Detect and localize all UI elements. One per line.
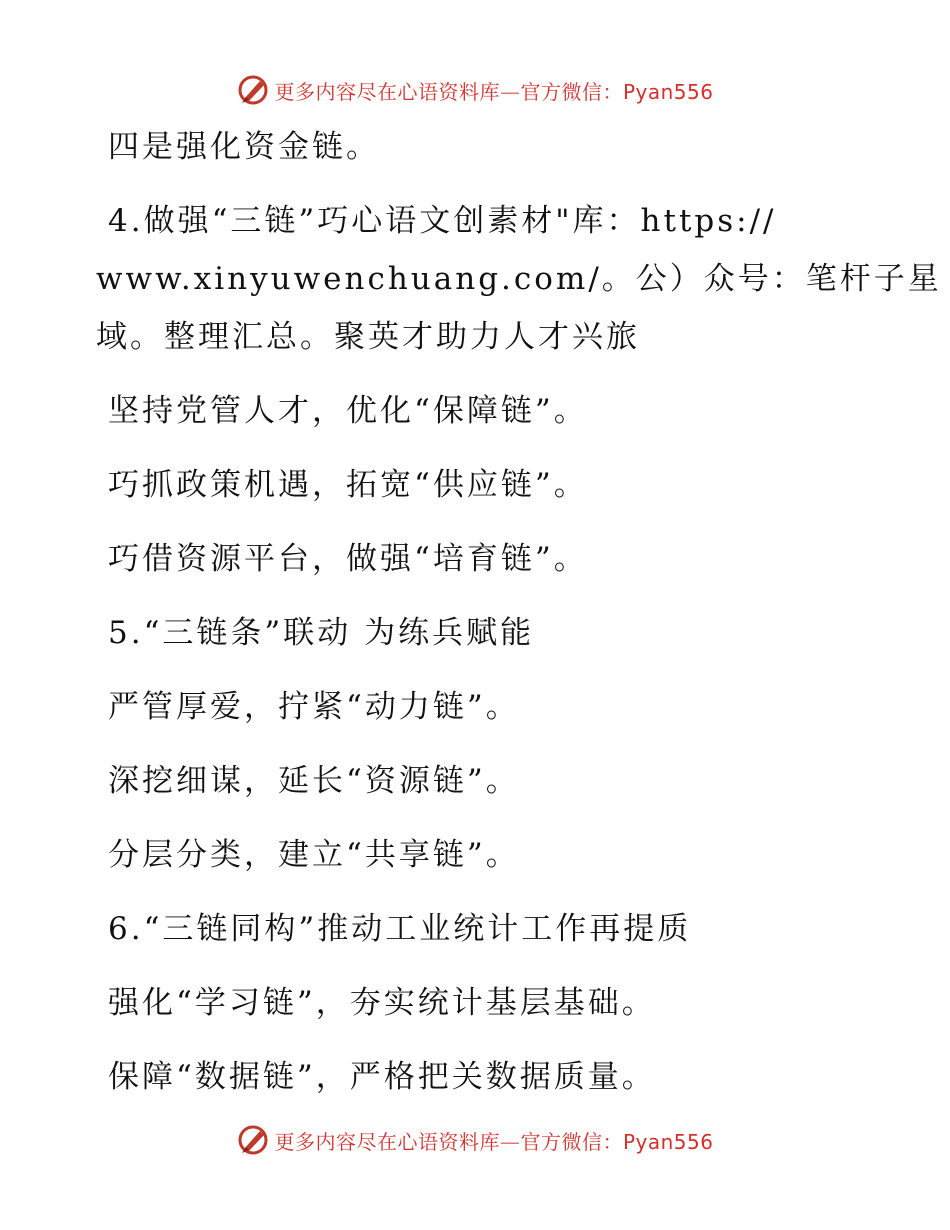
text-line: 4.做强“三链”巧心语文创素材"库：https:// <box>108 203 777 239</box>
footer-watermark-text: 更多内容尽在心语资料库—官方微信：Pyan556 <box>274 1129 714 1154</box>
text-line: 域。整理汇总。聚英才助力人才兴旅 <box>96 319 640 355</box>
text-line: www.xinyuwenchuang.com/。公）众号：笔杆子星 <box>96 261 942 297</box>
text-line: 深挖细谋，延长“资源链”。 <box>108 763 520 799</box>
text-line: 6.“三链同构”推动工业统计工作再提质 <box>108 911 692 947</box>
footer-watermark <box>0 1120 950 1160</box>
text-line: 巧借资源平台，做强“培育链”。 <box>108 541 588 577</box>
text-line: 巧抓政策机遇，拓宽“供应链”。 <box>108 467 588 503</box>
header-watermark-text: 更多内容尽在心语资料库—官方微信：Pyan556 <box>274 79 714 104</box>
text-line: 5.“三链条”联动 为练兵赋能 <box>108 615 535 651</box>
text-line: 强化“学习链”，夯实统计基层基础。 <box>108 985 656 1021</box>
text-line: 坚持党管人才，优化“保障链”。 <box>108 393 588 429</box>
text-line: 分层分类，建立“共享链”。 <box>108 837 520 873</box>
header-watermark <box>0 70 950 110</box>
pen-logo-icon <box>236 1123 270 1157</box>
pen-logo-icon <box>236 73 270 107</box>
text-line: 保障“数据链”，严格把关数据质量。 <box>108 1059 656 1095</box>
text-line: 严管厚爱，拧紧“动力链”。 <box>108 689 520 725</box>
text-line: 四是强化资金链。 <box>108 129 380 165</box>
